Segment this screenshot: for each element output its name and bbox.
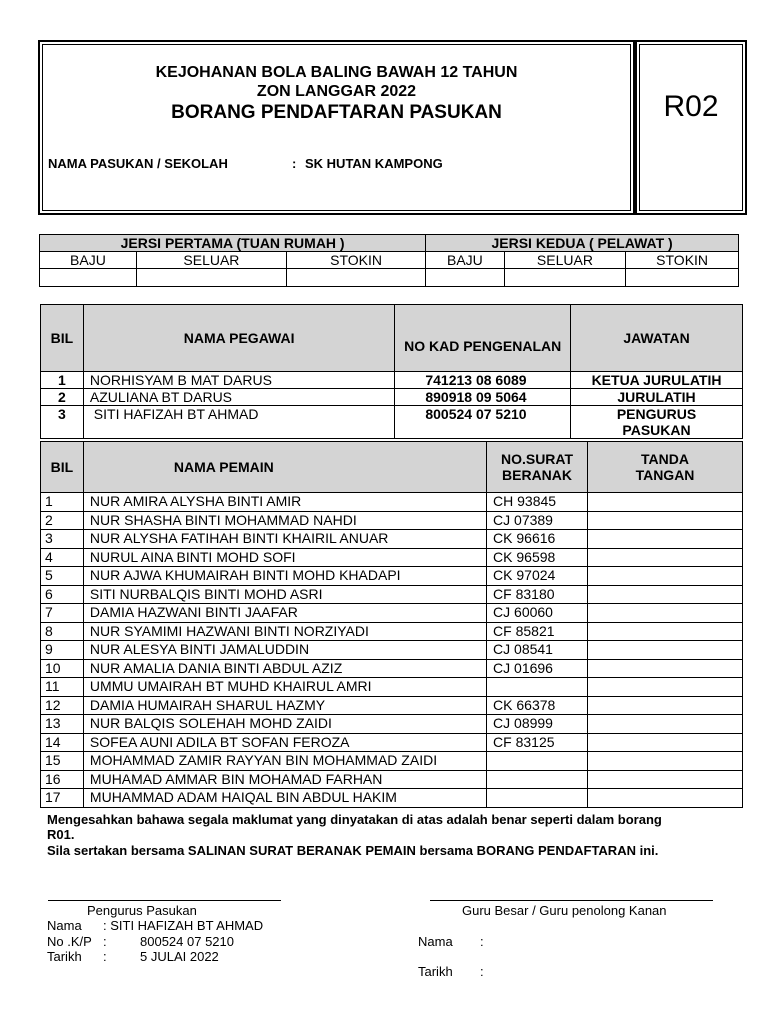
team-name: SK HUTAN KAMPONG [305,156,443,171]
player-bil: 13 [41,715,84,734]
official-role: JURULATIH [571,389,743,406]
official-bil: 3 [41,406,84,439]
player-name: SITI NURBALQIS BINTI MOHD ASRI [83,585,486,604]
player-birth-cert [487,789,588,808]
table-row [41,493,743,512]
player-name: MOHAMMAD ZAMIR RAYYAN BIN MOHAMMAD ZAIDI [83,752,486,771]
player-signature-cell[interactable] [588,770,743,789]
player-birth-cert: CJ 08541 [487,641,588,660]
player-birth-cert: CK 96598 [487,548,588,567]
official-role: PENGURUS PASUKAN [571,406,743,439]
manager-date: 5 JULAI 2022 [140,949,219,964]
player-signature-cell[interactable] [588,789,743,808]
jersey-col-shirt: BAJU [40,252,137,269]
table-row [41,733,743,752]
player-bil: 2 [41,511,84,530]
player-bil: 14 [41,733,84,752]
table-row [41,389,743,406]
jersey-table [39,234,739,287]
player-name: NUR ALESYA BINTI JAMALUDDIN [83,641,486,660]
table-row [41,530,743,549]
manager-ic: 800524 07 5210 [140,934,234,949]
officials-header-name: NAMA PEGAWAI [83,305,394,372]
officials-header-ic: NO KAD PENGENALAN [395,305,571,372]
manager-ic-sep: : [103,934,107,949]
table-row [41,622,743,641]
officials-header-bil: BIL [41,305,84,372]
players-header-cert: NO.SURAT BERANAK [487,442,588,493]
jersey-cell[interactable] [504,269,626,287]
player-signature-cell[interactable] [588,752,743,771]
player-signature-cell[interactable] [588,715,743,734]
form-title: BORANG PENDAFTARAN PASUKAN [171,102,502,123]
official-name: NORHISYAM B MAT DARUS [83,372,394,389]
player-birth-cert: CJ 08999 [487,715,588,734]
jersey-col-shirt: BAJU [426,252,504,269]
table-row [41,789,743,808]
table-row [41,678,743,697]
manager-title: Pengurus Pasukan [87,903,197,918]
player-name: NUR SYAMIMI HAZWANI BINTI NORZIYADI [83,622,486,641]
form-code-box [635,40,747,215]
player-signature-cell[interactable] [588,659,743,678]
player-birth-cert: CK 96616 [487,530,588,549]
player-name: NUR ALYSHA FATIHAH BINTI KHAIRIL ANUAR [83,530,486,549]
player-signature-cell[interactable] [588,548,743,567]
players-table [40,441,743,808]
jersey-cell[interactable] [426,269,504,287]
jersey-first-header: JERSI PERTAMA (TUAN RUMAH ) [40,235,426,252]
player-signature-cell[interactable] [588,641,743,660]
jersey-second-header: JERSI KEDUA ( PELAWAT ) [426,235,739,252]
jersey-col-socks: STOKIN [286,252,425,269]
player-bil: 7 [41,604,84,623]
player-bil: 10 [41,659,84,678]
team-separator: : [292,156,297,171]
signature-line-manager [48,900,281,901]
player-signature-cell[interactable] [588,493,743,512]
player-name: DAMIA HAZWANI BINTI JAAFAR [83,604,486,623]
player-signature-cell[interactable] [588,678,743,697]
table-row [41,604,743,623]
player-signature-cell[interactable] [588,511,743,530]
player-bil: 11 [41,678,84,697]
table-row [41,752,743,771]
zone-title: ZON LANGGAR 2022 [256,83,417,100]
player-signature-cell[interactable] [588,585,743,604]
officials-header-role: JAWATAN [571,305,743,372]
player-birth-cert: CF 83125 [487,733,588,752]
player-bil: 3 [41,530,84,549]
player-birth-cert [487,752,588,771]
player-signature-cell[interactable] [588,530,743,549]
table-row [41,585,743,604]
headmaster-date-label: Tarikh [418,964,453,979]
attachment-note: Sila sertakan bersama SALINAN SURAT BERANAK PEMAIN bersama BORANG PENDAFTARAN ini. [47,843,659,858]
table-row [41,641,743,660]
player-name: SOFEA AUNI ADILA BT SOFAN FEROZA [83,733,486,752]
officials-table [40,304,743,439]
manager-ic-label: No .K/P [47,934,92,949]
player-name: NUR AJWA KHUMAIRAH BINTI MOHD KHADAPI [83,567,486,586]
player-birth-cert: CJ 60060 [487,604,588,623]
form-code: R02 [663,90,719,123]
player-bil: 12 [41,696,84,715]
headmaster-date-sep: : [480,964,484,979]
players-header-name: NAMA PEMAIN [83,442,486,493]
table-row [41,696,743,715]
table-row [41,715,743,734]
official-ic: 741213 08 6089 [395,372,571,389]
manager-date-sep: : [103,949,107,964]
player-signature-cell[interactable] [588,567,743,586]
player-bil: 1 [41,493,84,512]
player-signature-cell[interactable] [588,622,743,641]
player-birth-cert [487,770,588,789]
player-name: NUR SHASHA BINTI MOHAMMAD NAHDI [83,511,486,530]
manager-date-label: Tarikh [47,949,82,964]
manager-name-label: Nama [47,918,82,933]
player-birth-cert [487,678,588,697]
headmaster-name-label: Nama [418,934,453,949]
player-signature-cell[interactable] [588,604,743,623]
player-bil: 8 [41,622,84,641]
official-bil: 1 [41,372,84,389]
headmaster-title: Guru Besar / Guru penolong Kanan [462,903,667,918]
player-bil: 5 [41,567,84,586]
signature-line-headmaster [430,900,713,901]
manager-name: : SITI HAFIZAH BT AHMAD [103,918,264,933]
team-label: NAMA PASUKAN / SEKOLAH [48,156,228,171]
official-bil: 2 [41,389,84,406]
table-row [41,406,743,439]
player-birth-cert: CJ 07389 [487,511,588,530]
player-birth-cert: CF 83180 [487,585,588,604]
official-ic: 800524 07 5210 [395,406,571,439]
player-signature-cell[interactable] [588,733,743,752]
player-signature-cell[interactable] [588,696,743,715]
player-name: NURUL AINA BINTI MOHD SOFI [83,548,486,567]
players-header-sign: TANDA TANGAN [588,442,743,493]
player-bil: 9 [41,641,84,660]
player-name: DAMIA HUMAIRAH SHARUL HAZMY [83,696,486,715]
event-title: KEJOHANAN BOLA BALING BAWAH 12 TAHUN [155,64,518,81]
player-birth-cert: CK 97024 [487,567,588,586]
player-birth-cert: CK 66378 [487,696,588,715]
jersey-cell[interactable] [40,269,137,287]
player-bil: 6 [41,585,84,604]
table-row [41,567,743,586]
headmaster-name-sep: : [480,934,484,949]
player-name: NUR AMALIA DANIA BINTI ABDUL AZIZ [83,659,486,678]
confirmation-note-cont: R01. [47,827,75,842]
table-row [41,548,743,567]
official-role: KETUA JURULATIH [571,372,743,389]
player-bil: 17 [41,789,84,808]
player-bil: 16 [41,770,84,789]
player-name: MUHAMMAD ADAM HAIQAL BIN ABDUL HAKIM [83,789,486,808]
player-name: NUR AMIRA ALYSHA BINTI AMIR [83,493,486,512]
official-ic: 890918 09 5064 [395,389,571,406]
player-birth-cert: CH 93845 [487,493,588,512]
table-row [41,372,743,389]
players-header-bil: BIL [41,442,84,493]
player-name: MUHAMAD AMMAR BIN MOHAMAD FARHAN [83,770,486,789]
player-name: NUR BALQIS SOLEHAH MOHD ZAIDI [83,715,486,734]
player-name: UMMU UMAIRAH BT MUHD KHAIRUL AMRI [83,678,486,697]
table-row [41,511,743,530]
jersey-cell[interactable] [286,269,425,287]
official-name: SITI HAFIZAH BT AHMAD [83,406,394,439]
player-birth-cert: CF 85821 [487,622,588,641]
jersey-col-socks: STOKIN [626,252,739,269]
official-name: AZULIANA BT DARUS [83,389,394,406]
confirmation-note: Mengesahkan bahawa segala maklumat yang dinyatakan di atas adalah benar seperti dalam borang [47,812,662,827]
jersey-col-shorts: SELUAR [504,252,626,269]
player-birth-cert: CJ 01696 [487,659,588,678]
player-bil: 4 [41,548,84,567]
player-bil: 15 [41,752,84,771]
jersey-col-shorts: SELUAR [136,252,286,269]
jersey-cell[interactable] [626,269,739,287]
table-row [41,659,743,678]
table-row [41,770,743,789]
jersey-cell[interactable] [136,269,286,287]
